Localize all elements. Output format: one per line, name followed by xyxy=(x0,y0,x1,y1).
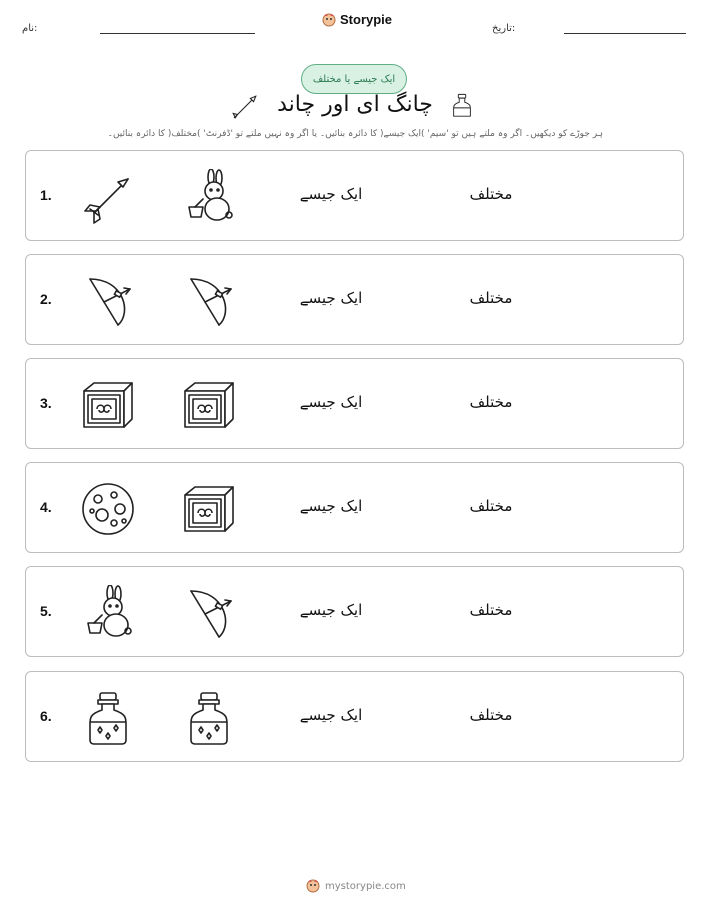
chest-icon xyxy=(181,481,237,537)
question-number: 5. xyxy=(40,603,52,619)
same-option[interactable]: ایک جیسے xyxy=(299,706,363,724)
brand-name: Storypie xyxy=(340,12,393,27)
different-option[interactable]: مختلف xyxy=(469,289,513,307)
same-option[interactable]: ایک جیسے xyxy=(299,601,363,619)
date-label: تاریخ: xyxy=(492,23,516,34)
rabbit-icon xyxy=(181,169,237,225)
question-number: 3. xyxy=(40,395,52,411)
question-row xyxy=(25,358,684,449)
same-option[interactable]: ایک جیسے xyxy=(299,497,363,515)
question-row xyxy=(25,254,684,345)
page-title: چانگ ای اور چاند xyxy=(277,92,433,117)
footer xyxy=(306,879,406,893)
potion-icon xyxy=(449,90,475,122)
chest-icon xyxy=(181,377,237,433)
bow-icon xyxy=(181,585,237,641)
question-row xyxy=(25,671,684,762)
bow-icon xyxy=(80,273,136,329)
potion-icon xyxy=(80,690,136,746)
moon-icon xyxy=(80,481,136,537)
different-option[interactable]: مختلف xyxy=(469,706,513,724)
different-option[interactable]: مختلف xyxy=(469,393,513,411)
question-row xyxy=(25,566,684,657)
arrow-icon xyxy=(80,169,136,225)
name-line[interactable] xyxy=(100,33,255,34)
date-line[interactable] xyxy=(564,33,686,34)
rabbit-icon xyxy=(80,585,136,641)
different-option[interactable]: مختلف xyxy=(469,185,513,203)
question-row xyxy=(25,150,684,241)
chest-icon xyxy=(80,377,136,433)
different-option[interactable]: مختلف xyxy=(469,601,513,619)
same-option[interactable]: ایک جیسے xyxy=(299,393,363,411)
storypie-logo-icon xyxy=(306,879,320,893)
question-number: 1. xyxy=(40,187,52,203)
storypie-logo-icon xyxy=(322,13,336,27)
name-label: نام: xyxy=(22,23,38,34)
question-row xyxy=(25,462,684,553)
brand-logo xyxy=(322,12,392,27)
instructions-text: ہر جوڑے کو دیکھیں۔ اگر وہ ملتے ہیں تو 'سیم' )ایک جیسے( کا دائرہ بنائیں۔ یا اگر وہ نہیں ملتے تو 'ڈفرنٹ' )مختلف( کا دائرہ بنائیں۔ xyxy=(107,129,603,139)
potion-icon xyxy=(181,690,237,746)
same-option[interactable]: ایک جیسے xyxy=(299,289,363,307)
question-number: 6. xyxy=(40,708,52,724)
same-option[interactable]: ایک جیسے xyxy=(299,185,363,203)
footer-site: mystorypie.com xyxy=(325,880,406,892)
different-option[interactable]: مختلف xyxy=(469,497,513,515)
arrow-icon xyxy=(230,92,260,122)
question-number: 4. xyxy=(40,499,52,515)
worksheet-type-badge: ایک جیسے یا مختلف xyxy=(301,64,407,94)
question-number: 2. xyxy=(40,291,52,307)
bow-icon xyxy=(181,273,237,329)
